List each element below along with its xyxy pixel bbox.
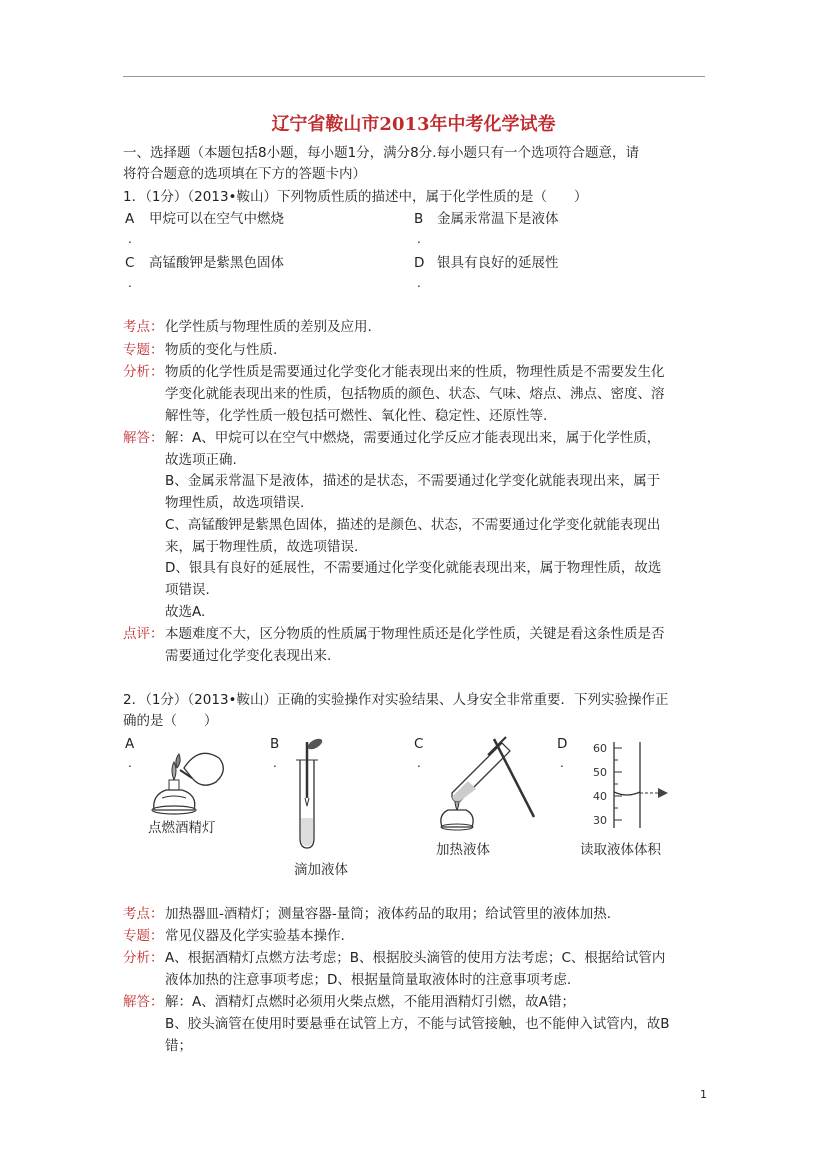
q1-zhuanti: 物质的变化与性质. [165, 342, 278, 358]
cylinder-tick-label: 50 [593, 766, 607, 779]
alcohol-lamp-lighting-illustration [144, 740, 234, 820]
q2-option-a-dot: . [128, 756, 132, 770]
q1-option-d-dot: . [417, 276, 421, 290]
q1-option-a-dot: . [128, 232, 132, 246]
q2-option-c-caption: 加热液体 [436, 842, 490, 858]
q1-jieda-line: 故选项正确. [165, 452, 237, 468]
dropper-test-tube-illustration [290, 738, 330, 853]
q1-stem: 1．（1分）（2013•鞍山）下列物质性质的描述中，属于化学性质的是（ ） [123, 189, 588, 205]
q2-option-d-caption: 读取液体体积 [580, 842, 661, 858]
q1-zhuanti-label: 专题： [123, 342, 164, 358]
q1-option-b-letter: B [414, 211, 424, 227]
q1-option-c-dot: . [128, 276, 132, 290]
q1-option-d-text: 银具有良好的延展性 [437, 255, 559, 271]
q1-jieda-line: B、金属汞常温下是液体，描述的是状态，不需要通过化学变化就能表现出来，属于 [165, 473, 661, 489]
q2-option-a-letter: A [125, 736, 135, 752]
q1-jieda-line: D、银具有良好的延展性，不需要通过化学变化就能表现出来，属于物理性质，故选 [165, 560, 662, 576]
q2-option-c-dot: . [417, 756, 421, 770]
q2-jieda-label: 解答： [123, 994, 164, 1010]
q2-fenxi-label: 分析： [123, 950, 164, 966]
q2-option-b-letter: B [270, 736, 280, 752]
q2-zhuanti-label: 专题： [123, 928, 164, 944]
q1-jieda-line: 物理性质，故选项错误. [165, 495, 305, 511]
q1-option-c-text: 高锰酸钾是紫黑色固体 [149, 255, 284, 271]
q2-stem-line1: 2．（1分）（2013•鞍山）正确的实验操作对实验结果、人身安全非常重要．下列实验操作正 [123, 692, 669, 708]
q1-dianping-label: 点评： [123, 626, 164, 642]
q1-option-c-letter: C [125, 255, 135, 271]
q1-jieda-line: 故选A. [165, 604, 206, 620]
q2-jieda-line: 解：A、酒精灯点燃时必须用火柴点燃，不能用酒精灯引燃，故A错； [165, 994, 575, 1010]
q2-option-b-dot: . [273, 756, 277, 770]
page-title: 辽宁省鞍山市2013年中考化学试卷 [271, 114, 556, 135]
q1-fenxi-label: 分析： [123, 364, 164, 380]
q1-kaodian-label: 考点： [123, 319, 164, 335]
header-rule [123, 76, 705, 77]
q2-kaodian-label: 考点： [123, 906, 164, 922]
q1-kaodian: 化学性质与物理性质的差别及应用. [165, 319, 372, 335]
cylinder-tick-label: 60 [593, 742, 607, 755]
q1-option-b-dot: . [417, 232, 421, 246]
q1-jieda-line: 解：A、甲烷可以在空气中燃烧，需要通过化学反应才能表现出来，属于化学性质， [165, 430, 661, 446]
page-number: 1 [700, 1088, 707, 1101]
q1-option-a-letter: A [125, 211, 135, 227]
q1-dianping-line: 需要通过化学变化表现出来. [165, 648, 332, 664]
q1-jieda-line: 项错误. [165, 582, 210, 598]
q2-option-a-caption: 点燃酒精灯 [148, 820, 216, 836]
q2-option-b-caption: 滴加液体 [294, 862, 348, 878]
cylinder-tick-label: 30 [593, 814, 607, 827]
q2-option-c-letter: C [414, 736, 424, 752]
q2-jieda-line: B、胶头滴管在使用时要悬垂在试管上方，不能与试管接触，也不能伸入试管内，故B [165, 1016, 670, 1032]
q2-option-d-letter: D [557, 736, 568, 752]
cylinder-tick-label: 40 [593, 790, 607, 803]
q1-jieda-line: C、高锰酸钾是紫黑色固体，描述的是颜色、状态，不需要通过化学变化就能表现出 [165, 517, 661, 533]
q1-fenxi-line: 学变化就能表现出来的性质，包括物质的颜色、状态、气味、熔点、沸点、密度、溶 [165, 386, 665, 402]
q1-fenxi-line: 解性等，化学性质一般包括可燃性、氧化性、稳定性、还原性等. [165, 408, 548, 424]
heating-test-tube-illustration [430, 735, 550, 835]
q2-fenxi-line: 液体加热的注意事项考虑；D、根据量筒量取液体时的注意事项考虑. [165, 972, 572, 988]
q2-option-d-dot: . [560, 756, 564, 770]
q2-stem-line2: 确的是（ ） [123, 713, 218, 729]
q2-kaodian: 加热器皿-酒精灯；测量容器-量筒；液体药品的取用；给试管里的液体加热. [165, 906, 612, 922]
graduated-cylinder-illustration [580, 740, 670, 832]
q1-option-a-text: 甲烷可以在空气中燃烧 [149, 211, 284, 227]
q1-dianping-line: 本题难度不大，区分物质的性质属于物理性质还是化学性质，关键是看这条性质是否 [165, 626, 665, 642]
q2-fenxi-line: A、根据酒精灯点燃方法考虑；B、根据胶头滴管的使用方法考虑；C、根据给试管内 [165, 950, 666, 966]
q1-jieda-line: 来，属于物理性质，故选项错误. [165, 539, 359, 555]
q1-jieda-label: 解答： [123, 430, 164, 446]
q2-zhuanti: 常见仪器及化学实验基本操作. [165, 928, 345, 944]
q2-jieda-line: 错； [165, 1038, 192, 1054]
section-heading-line1: 一、选择题（本题包括8小题，每小题1分，满分8分.每小题只有一个选项符合题意，请 [123, 145, 640, 161]
q1-option-d-letter: D [414, 255, 425, 271]
q1-fenxi-line: 物质的化学性质是需要通过化学变化才能表现出来的性质，物理性质是不需要发生化 [165, 364, 665, 380]
q1-option-b-text: 金属汞常温下是液体 [437, 211, 559, 227]
section-heading-line2: 将符合题意的选项填在下方的答题卡内） [123, 166, 366, 182]
